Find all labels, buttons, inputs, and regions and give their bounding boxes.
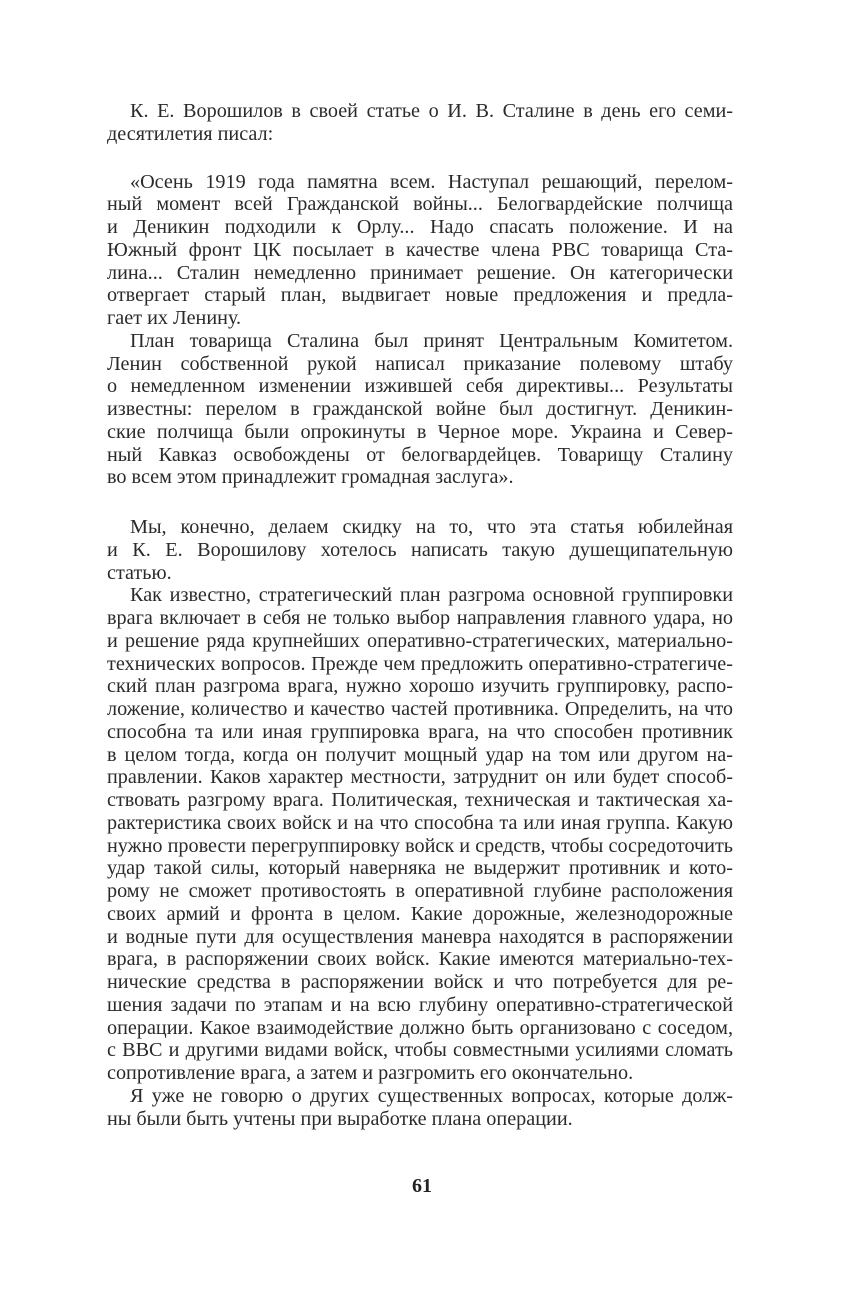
text-line: способна та или иная группировка врага, на что способен противник [107, 720, 733, 743]
text-line: нужно провести перегруппировку войск и средств, чтобы сосредоточить [107, 834, 733, 857]
text-line: удар такой силы, который наверняка не выдержит противник и кото- [107, 857, 733, 880]
text-line: шения задачи по этапам и на всю глубину оперативно-стратегической [107, 993, 733, 1016]
text-line: с ВВС и другими видами войск, чтобы совместными усилиями сломать [107, 1039, 733, 1062]
text-line: Я уже не говорю о других существенных вопросах, которые долж- [130, 1084, 733, 1107]
text-line: отвергает старый план, выдвигает новые предложения и предла- [107, 284, 733, 307]
text-line: технических вопросов. Прежде чем предложить оперативно-стратегиче- [107, 652, 733, 675]
text-line: К. Е. Ворошилов в своей статье о И. В. Сталине в день его семи- [130, 100, 733, 122]
body-paragraph-1 [107, 516, 733, 584]
text-line: Южный фронт ЦК посылает в качестве члена РВС товарища Ста- [107, 238, 733, 261]
text-line: и Деникин подходили к Орлу... Надо спасать положение. И на [107, 216, 733, 238]
page-text [107, 100, 733, 1130]
text-line: во всем этом принадлежит громадная заслуга». [107, 466, 514, 489]
text-line: Мы, конечно, делаем скидку на то, что эта статья юбилейная [130, 516, 733, 538]
page-number: 61 [412, 1175, 432, 1197]
text-line: ный Кавказ освобождены от белогвардейцев. Товарищу Сталину [107, 443, 733, 466]
body-paragraph-3 [107, 1085, 733, 1131]
text-line: ный момент всей Гражданской войны... Белогвардейские полчища [107, 193, 733, 216]
text-line: десятилетия писал: [107, 122, 274, 145]
text-line: врага включает в себя не только выбор направления главного удара, но [107, 607, 733, 629]
text-line: гает их Ленину. [107, 307, 242, 329]
text-line: Как известно, стратегический план разгрома основной группировки [130, 584, 733, 607]
text-line: операции. Какое взаимодействие должно быть организовано с соседом, [107, 1016, 733, 1039]
text-line: ские полчища были опрокинуты в Черное море. Украина и Север- [107, 420, 733, 443]
quote-paragraph-1 [107, 171, 733, 330]
text-line: План товарища Сталина был принят Центральным Комитетом. [130, 329, 733, 352]
text-line: Ленин собственной рукой написал приказание полевому штабу [107, 352, 733, 375]
text-line: в целом тогда, когда он получит мощный удар на том или другом на- [107, 743, 733, 766]
text-line: ложение, количество и качество частей противника. Определить, на что [107, 698, 733, 720]
text-line: «Осень 1919 года памятна всем. Наступал решающий, перелом- [130, 170, 733, 193]
text-line: ский план разгрома врага, нужно хорошо изучить группировку, распо- [107, 675, 733, 698]
text-line: врага, в распоряжении своих войск. Какие имеются материально-тех- [107, 948, 733, 971]
text-line: известны: перелом в гражданской войне был достигнут. Деникин- [107, 398, 733, 420]
text-line: и решение ряда крупнейших оперативно-стратегических, материально- [107, 629, 733, 652]
text-line: сопротивление врага, а затем и разгромить его окончательно. [107, 1062, 634, 1084]
body-paragraph-2 [107, 584, 733, 1085]
text-line: ствовать разгрому врага. Политическая, техническая и тактическая ха- [107, 789, 733, 811]
text-line: рому не сможет противостоять в оперативной глубине расположения [107, 880, 733, 902]
text-line: правлении. Каков характер местности, затруднит он или будет способ- [107, 766, 733, 789]
spacer [107, 146, 733, 171]
text-line: статью. [107, 561, 172, 584]
quote-block [107, 171, 733, 490]
quote-paragraph-2 [107, 330, 733, 489]
text-line: ны были быть учтены при выработке плана операции. [107, 1107, 573, 1130]
text-line: рактеристика своих войск и на что способна та или иная группа. Какую [107, 811, 733, 834]
text-line: своих армий и фронта в целом. Какие дорожные, железнодорожные [107, 902, 733, 925]
spacer [107, 489, 733, 516]
text-line: и К. Е. Ворошилову хотелось написать такую душещипательную [107, 538, 733, 561]
intro-paragraph [107, 100, 733, 146]
text-line: и водные пути для осуществления маневра находятся в распоряжении [107, 925, 733, 948]
text-line: лина... Сталин немедленно принимает решение. Он категорически [107, 261, 733, 284]
text-line: нические средства в распоряжении войск и что потребуется для ре- [107, 971, 733, 993]
text-line: о немедленном изменении изжившей себя директивы... Результаты [107, 375, 733, 398]
